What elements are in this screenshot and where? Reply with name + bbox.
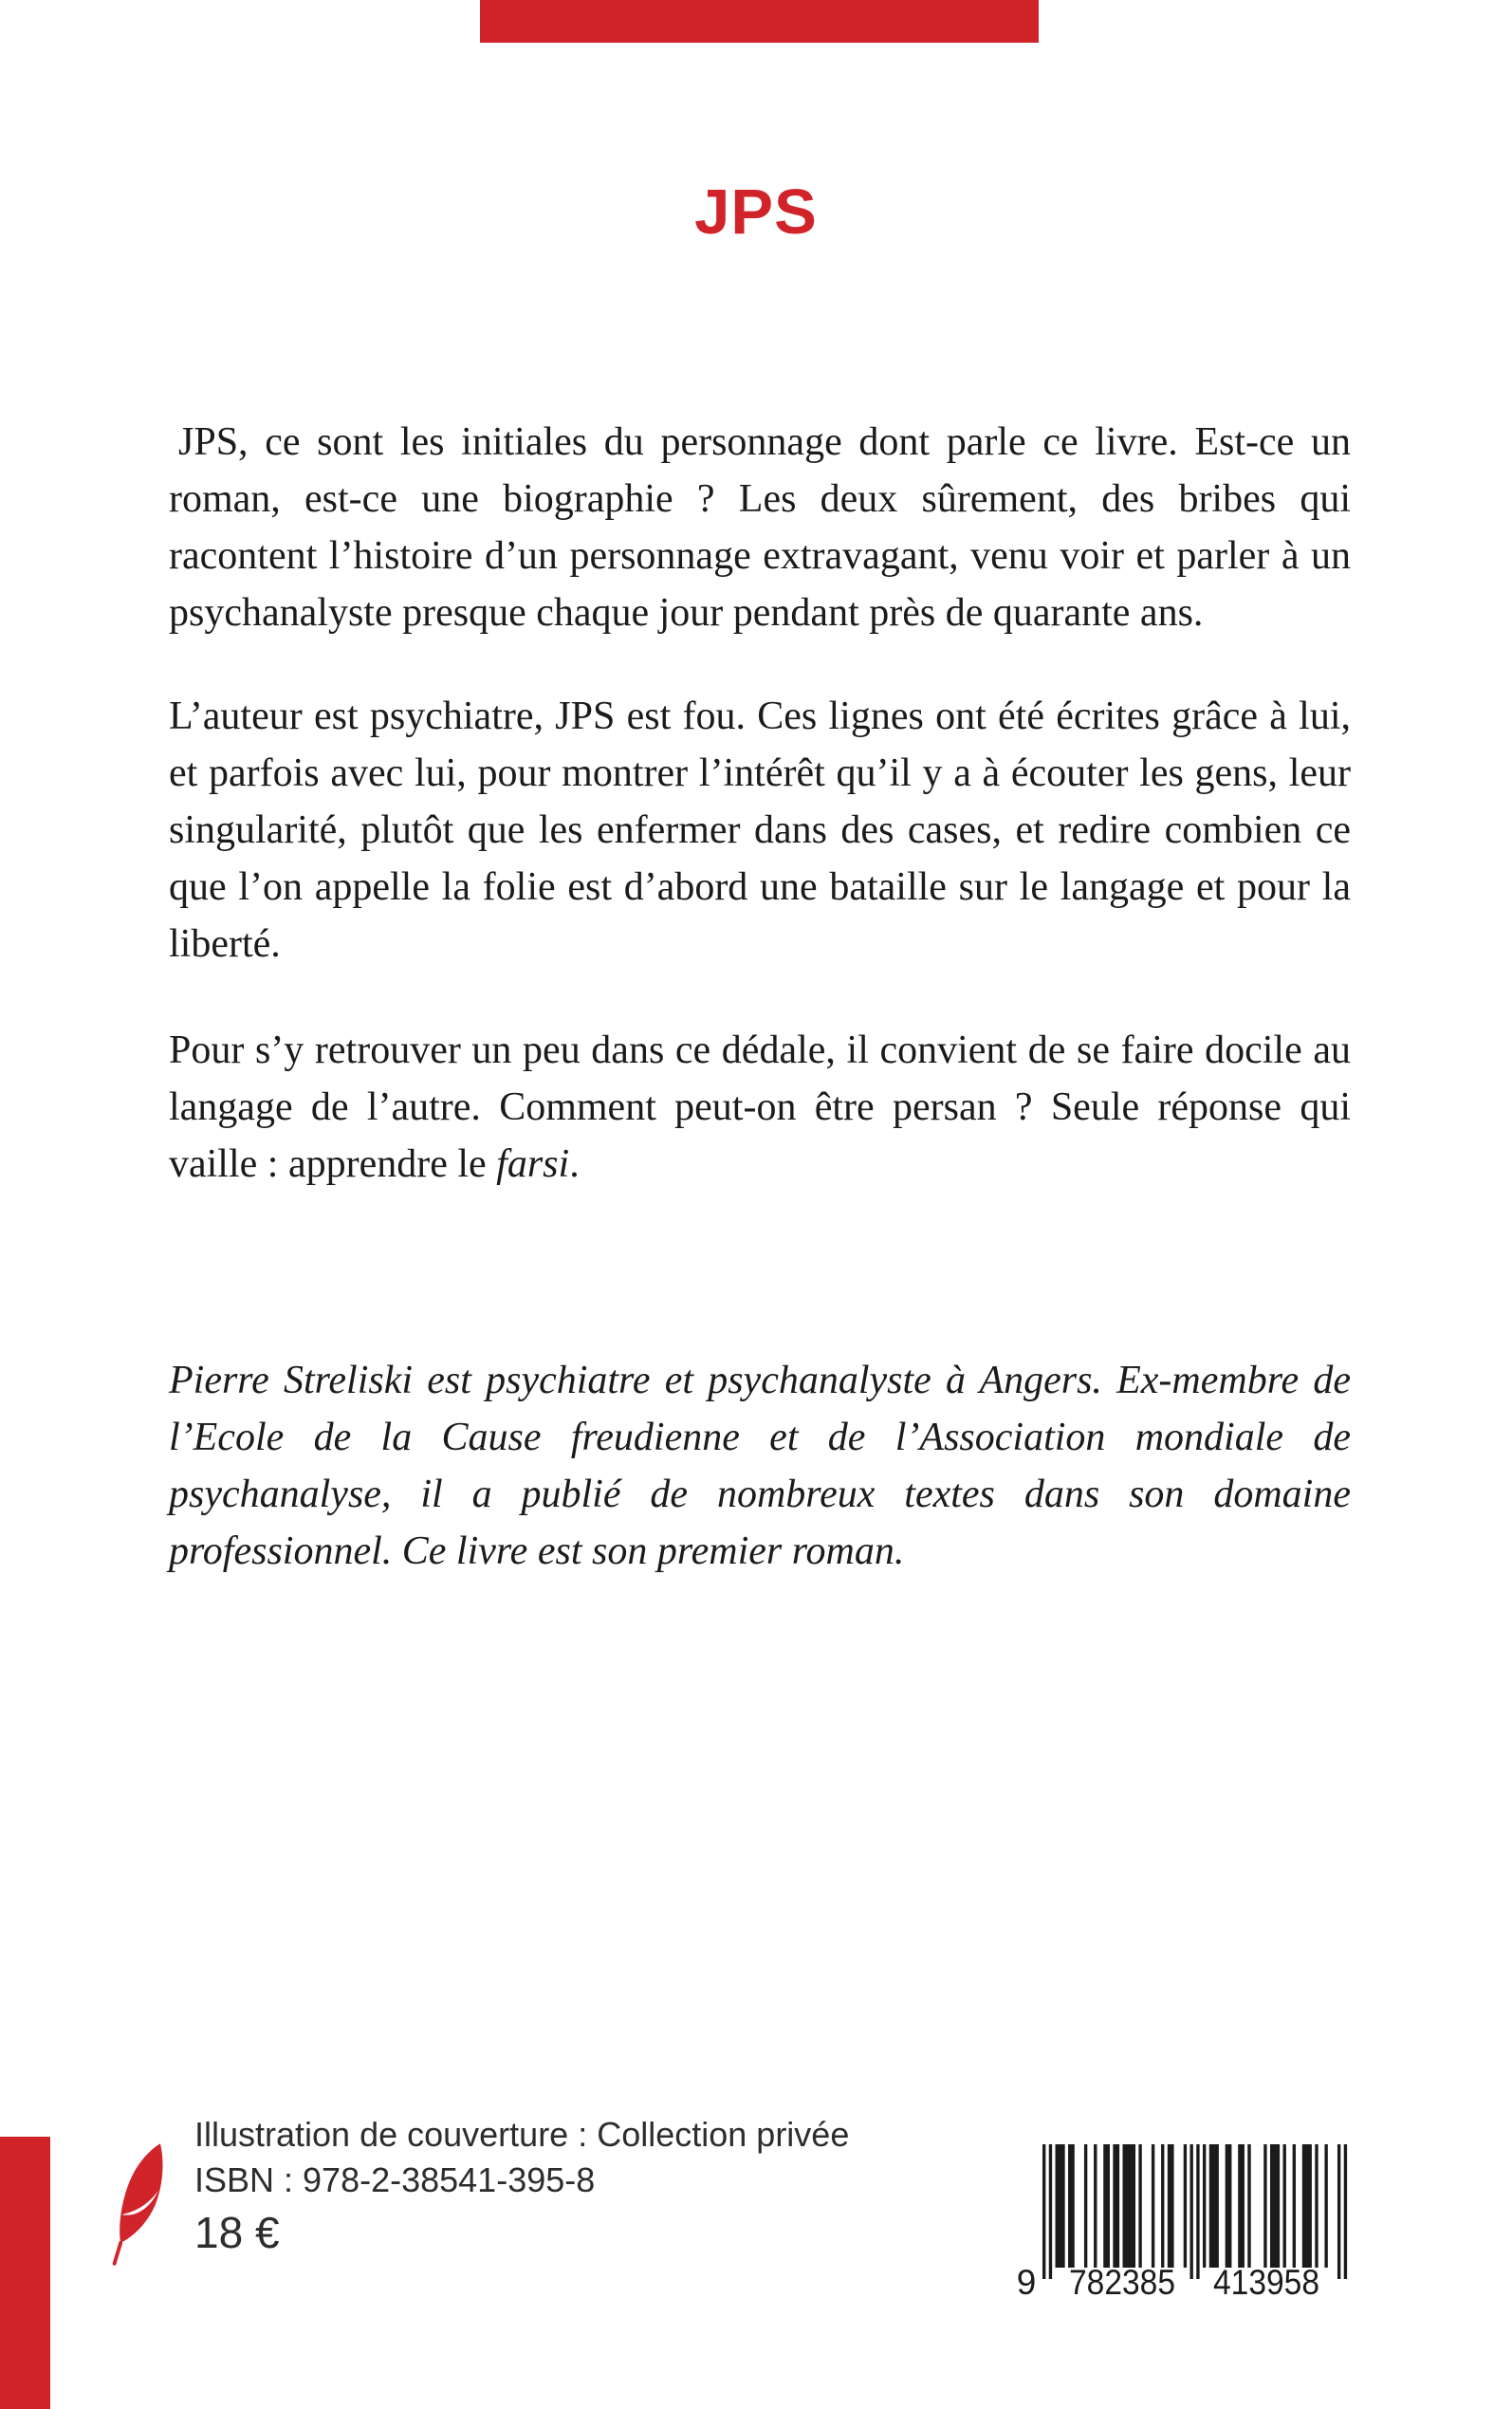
paragraph-3-period: . [569, 1142, 580, 1186]
back-cover-text [169, 414, 1351, 1580]
svg-text:9: 9 [1016, 2263, 1037, 2299]
svg-text:413958: 413958 [1213, 2263, 1319, 2299]
svg-text:782385: 782385 [1069, 2263, 1175, 2299]
paragraph-3 [169, 1022, 1351, 1193]
feather-icon [108, 2137, 171, 2270]
illustration-credit: Illustration de couverture : Collection privée [194, 2115, 850, 2154]
paragraph-2: L’auteur est psychiatre, JPS est fou. Ces lignes ont été écrites grâce à lui, et parfois avec lui, pour montrer l’intérêt qu’il y a à écouter les gens, leur singularité, plutôt que les enfermer dans des cases, et redire combien ce que l’on appelle la folie est d’abord une bataille sur le langage et pour la liberté. [169, 695, 1351, 966]
top-spine-red-bar [480, 0, 1039, 43]
book-title: JPS [694, 176, 818, 248]
isbn-text: ISBN : 978-2-38541-395-8 [194, 2160, 596, 2199]
price-text: 18 € [194, 2208, 280, 2257]
paragraph-3-text: Pour s’y retrouver un peu dans ce dédale, il convient de se faire docile au langage de l’autre. Comment peut-on être persan ? Seule réponse qui vaille : apprendre le [169, 1028, 1351, 1186]
isbn-barcode [1005, 2142, 1349, 2299]
footer-credits [194, 2112, 849, 2260]
left-edge-red-bar [0, 2137, 50, 2409]
paragraph-3-italic-word: farsi [496, 1142, 570, 1186]
paragraph-1: JPS, ce sont les initiales du personnage dont parle ce livre. Est-ce un roman, est-ce une biographie ? Les deux sûrement, des bribes qui racontent l’histoire d’un personnage extravagant, venu voir et parler à un psychanalyste presque chaque jour pendant près de quarante ans. [169, 420, 1351, 635]
author-bio: Pierre Streliski est psychiatre et psychanalyste à Angers. Ex-membre de l’Ecole de la Cause freudienne et de l’Association mondiale de psychanalyse, il a publié de nombreux textes dans son domaine professionnel. Ce livre est son premier roman. [169, 1359, 1351, 1573]
